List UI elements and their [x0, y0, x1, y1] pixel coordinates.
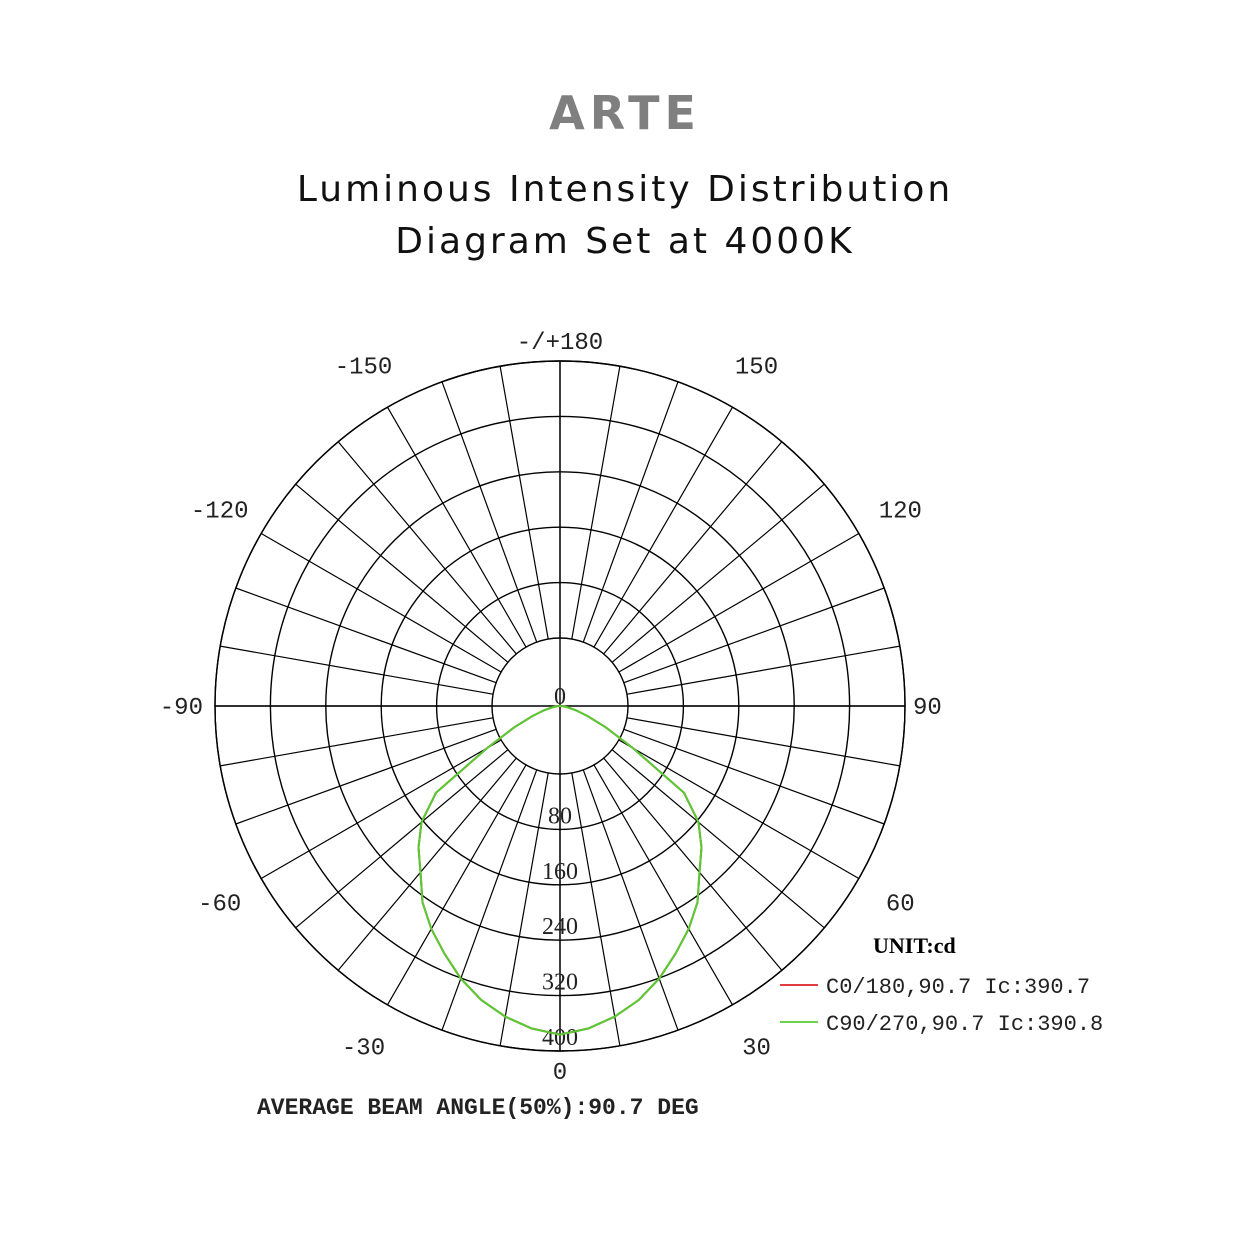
angle-label: -150	[334, 354, 393, 382]
angle-label: -120	[190, 498, 249, 526]
grid-spoke	[500, 773, 548, 1046]
grid-spoke	[236, 729, 496, 824]
grid-spoke	[627, 646, 900, 694]
angle-label: 120	[878, 498, 922, 526]
grid-spoke	[338, 758, 516, 970]
grid-spoke	[236, 588, 496, 683]
grid-spoke	[604, 442, 782, 654]
legend-entry: C90/270,90.7 Ic:390.8	[826, 1012, 1104, 1037]
grid-spoke	[442, 770, 537, 1030]
grid-spoke	[624, 729, 884, 824]
radial-tick-label: 80	[548, 803, 572, 830]
radial-tick-label: 0	[554, 684, 566, 710]
brand-logo: ARTE	[549, 86, 701, 140]
angle-label: -90	[159, 695, 203, 722]
grid-spoke	[296, 750, 508, 928]
angle-label: -/+180	[516, 330, 604, 357]
grid-spoke	[604, 758, 782, 970]
angle-label: 0	[552, 1060, 568, 1087]
grid-spoke	[500, 366, 548, 639]
radial-tick-label: 160	[542, 858, 578, 885]
grid-spoke	[627, 718, 900, 766]
chart-title-line-2: Diagram Set at 4000K	[395, 221, 855, 262]
legend	[780, 933, 1103, 1037]
grid-spoke	[572, 366, 620, 639]
grid-spoke	[296, 484, 508, 662]
angle-label: 150	[734, 354, 779, 382]
angle-label: 90	[913, 695, 942, 722]
grid-spoke	[612, 750, 824, 928]
grid-spoke	[220, 718, 493, 766]
grid-spoke	[583, 382, 678, 642]
grid-spoke	[572, 773, 620, 1046]
grid-spoke	[220, 646, 493, 694]
grid-spoke	[612, 484, 824, 662]
angle-label: -30	[341, 1035, 386, 1063]
radial-tick-label: 320	[542, 969, 578, 996]
radial-tick-label: 400	[542, 1025, 578, 1051]
grid-spoke	[338, 442, 516, 654]
angle-label: 60	[885, 891, 915, 919]
grid-spoke	[442, 382, 537, 642]
unit-label: UNIT:cd	[873, 933, 956, 958]
chart-title-line-1: Luminous Intensity Distribution	[296, 169, 954, 210]
angle-label: 30	[742, 1035, 771, 1063]
grid-spoke	[624, 588, 884, 683]
grid-spoke	[583, 770, 678, 1030]
radial-tick-label: 240	[542, 914, 578, 941]
angle-label: -60	[198, 891, 242, 919]
beam-angle-note: AVERAGE BEAM ANGLE(50%):90.7 DEG	[257, 1095, 699, 1121]
legend-entry: C0/180,90.7 Ic:390.7	[826, 975, 1091, 1000]
